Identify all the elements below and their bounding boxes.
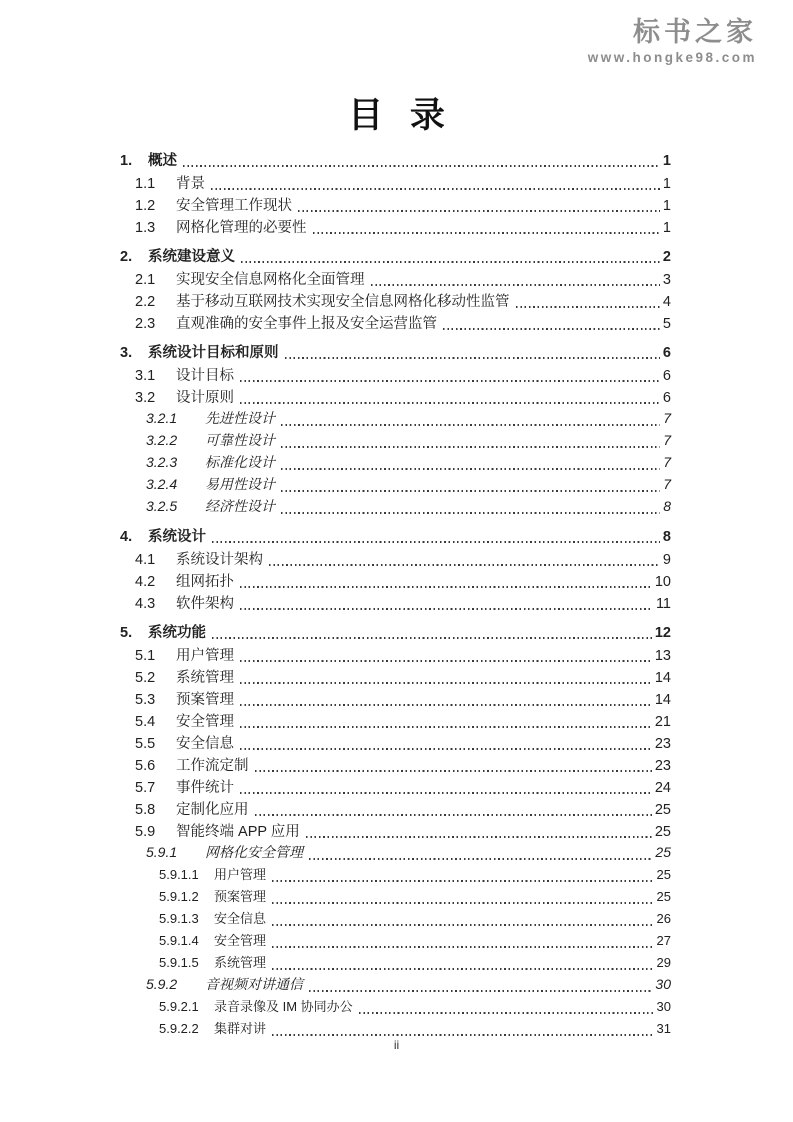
dotted-leader: [272, 1034, 654, 1036]
toc-entry-label: 基于移动互联网技术实现安全信息网格化移动性监管: [176, 294, 510, 310]
toc-entry-page: 10: [654, 574, 671, 590]
toc-entry-page: 25: [654, 802, 671, 818]
dotted-leader: [240, 380, 660, 382]
toc-entry: [120, 1018, 671, 1040]
toc-entry: [120, 930, 671, 952]
dotted-leader: [516, 306, 660, 308]
toc-entry-number: 4.: [120, 529, 133, 545]
toc-entry-page: 4: [662, 294, 671, 310]
toc-entry-page: 14: [654, 670, 671, 686]
toc-entry: [120, 216, 671, 238]
toc-entry-label: 网格化管理的必要性: [176, 220, 307, 236]
toc-entry-label: 安全信息: [176, 736, 234, 752]
toc-entry-label: 标准化设计: [205, 454, 275, 470]
toc-entry-number: 5.4: [135, 714, 156, 730]
toc-entry-number: 5.8: [135, 802, 156, 818]
dotted-leader: [313, 232, 660, 234]
toc-entry-label: 软件架构: [176, 596, 234, 612]
toc-entry-page: 7: [663, 410, 671, 426]
toc-entry-page: 24: [654, 780, 671, 796]
toc-entry-label: 实现安全信息网格化全面管理: [176, 272, 365, 288]
dotted-leader: [298, 210, 660, 212]
toc-entry: [120, 798, 671, 820]
toc-entry-number: 1.: [120, 153, 133, 169]
dotted-leader: [309, 990, 652, 992]
toc-entry-number: 5.6: [135, 758, 156, 774]
toc-entry-number: 2.3: [135, 316, 156, 332]
toc-entry: [120, 268, 671, 290]
toc-entry-number: 5.9.2: [146, 976, 178, 992]
toc-entry: [120, 666, 671, 688]
toc-entry-label: 背景: [176, 176, 205, 192]
toc-entry-number: 2.: [120, 249, 133, 265]
toc-entry-label: 易用性设计: [205, 476, 275, 492]
toc-entry: [120, 842, 671, 864]
toc-entry-number: 4.3: [135, 596, 156, 612]
toc-entry-page: 26: [656, 911, 671, 926]
dotted-leader: [281, 512, 660, 514]
toc-entry-number: 5.9.1.5: [159, 955, 199, 970]
dotted-leader: [212, 637, 652, 639]
toc-entry: [120, 592, 671, 614]
toc-entry-number: 5.9.1: [146, 844, 178, 860]
toc-entry-label: 系统设计架构: [176, 552, 263, 568]
toc-entry-page: 30: [656, 999, 671, 1014]
toc-entry-page: 2: [662, 249, 671, 265]
toc-entry-page: 23: [654, 758, 671, 774]
toc-entry-label: 定制化应用: [176, 802, 249, 818]
toc-entry: [120, 776, 671, 798]
dotted-leader: [272, 924, 654, 926]
toc-entry-page: 14: [654, 692, 671, 708]
toc-entry-label: 概述: [148, 153, 177, 169]
toc-entry-label: 设计目标: [176, 368, 234, 384]
dotted-leader: [281, 468, 660, 470]
toc-entry-page: 3: [662, 272, 671, 288]
toc-entry: [120, 525, 671, 547]
dotted-leader: [306, 836, 652, 838]
toc-entry-label: 集群对讲: [214, 1021, 267, 1036]
dotted-leader: [240, 586, 652, 588]
toc-entry-page: 8: [662, 529, 671, 545]
toc-entry-label: 系统管理: [214, 955, 267, 970]
toc-entry-number: 1.2: [135, 198, 156, 214]
toc-entry-page: 23: [654, 736, 671, 752]
dotted-leader: [371, 284, 660, 286]
toc-entry: [120, 386, 671, 408]
dotted-leader: [240, 402, 660, 404]
toc-entry-page: 7: [663, 476, 671, 492]
toc-entry-label: 安全管理: [176, 714, 234, 730]
toc-title: 目 录: [348, 96, 445, 135]
toc-entry-page: 1: [662, 220, 671, 236]
toc-entry-label: 安全管理: [214, 933, 267, 948]
toc-entry-label: 系统管理: [176, 670, 234, 686]
toc-entry-number: 5.1: [135, 648, 156, 664]
toc-entry: [120, 172, 671, 194]
toc-entry-number: 5.5: [135, 736, 156, 752]
toc-entry: [120, 908, 671, 930]
toc-entry-label: 经济性设计: [205, 498, 275, 514]
toc-entry-label: 系统设计目标和原则: [148, 345, 279, 361]
toc-entry: [120, 621, 671, 643]
toc-entry: [120, 688, 671, 710]
toc-entry-label: 事件统计: [176, 780, 234, 796]
dotted-leader: [309, 858, 652, 860]
dotted-leader: [240, 682, 652, 684]
dotted-leader: [269, 564, 660, 566]
toc-entry-page: 25: [656, 889, 671, 904]
toc-entry-page: 25: [654, 824, 671, 840]
dotted-leader: [240, 660, 652, 662]
watermark-brand-text: 标书之家: [633, 17, 757, 47]
toc-entry-page: 21: [654, 714, 671, 730]
toc-entry: [120, 974, 671, 996]
toc-entry: [120, 474, 671, 496]
toc-entry: [120, 408, 671, 430]
toc-entry-page: 1: [662, 176, 671, 192]
toc-entry-label: 安全管理工作现状: [176, 198, 292, 214]
toc-entry-label: 组网拓扑: [176, 574, 234, 590]
page-number-footer: ii: [393, 1038, 400, 1052]
toc-entry: [120, 548, 671, 570]
toc-entry-page: 25: [655, 844, 671, 860]
toc-entry-page: 27: [656, 933, 671, 948]
dotted-leader: [281, 446, 660, 448]
toc-entry-number: 5.2: [135, 670, 156, 686]
toc-entry-label: 预案管理: [176, 692, 234, 708]
toc-entry: [120, 149, 671, 171]
toc-entry: [120, 290, 671, 312]
toc-entry: [120, 864, 671, 886]
toc-entry: [120, 496, 671, 518]
toc-entry-number: 3.: [120, 345, 133, 361]
toc-entry-label: 网格化安全管理: [205, 844, 303, 860]
toc-entry-number: 3.2.1: [146, 410, 178, 426]
toc-entry-label: 音视频对讲通信: [205, 976, 303, 992]
toc-entry-label: 用户管理: [176, 648, 234, 664]
toc-entry-label: 系统功能: [148, 625, 206, 641]
dotted-leader: [255, 814, 652, 816]
dotted-leader: [359, 1012, 654, 1014]
dotted-leader: [240, 748, 652, 750]
dotted-leader: [443, 328, 660, 330]
dotted-leader: [240, 608, 653, 610]
dotted-leader: [255, 770, 652, 772]
dotted-leader: [272, 946, 654, 948]
dotted-leader: [240, 704, 652, 706]
toc-entry-page: 11: [655, 596, 671, 612]
toc-entry: [120, 452, 671, 474]
toc-entry-label: 用户管理: [214, 867, 267, 882]
dotted-leader: [272, 968, 654, 970]
toc-entry-page: 25: [656, 867, 671, 882]
toc-entry-label: 设计原则: [176, 390, 234, 406]
dotted-leader: [241, 261, 660, 263]
dotted-leader: [272, 880, 654, 882]
toc-entry-label: 系统建设意义: [148, 249, 235, 265]
toc-entry-number: 1.1: [135, 176, 156, 192]
toc-entry-page: 7: [663, 432, 671, 448]
toc-entry: [120, 820, 671, 842]
toc-entry-label: 预案管理: [214, 889, 267, 904]
toc-entry-number: 2.2: [135, 294, 156, 310]
toc-entry-number: 2.1: [135, 272, 156, 288]
toc-entry-number: 5.: [120, 625, 133, 641]
toc-entry-number: 3.2.5: [146, 498, 178, 514]
dotted-leader: [281, 424, 660, 426]
toc-entry-page: 1: [662, 153, 671, 169]
toc-entry: [120, 886, 671, 908]
toc-entry-label: 录音录像及 IM 协同办公: [214, 999, 353, 1014]
dotted-leader: [212, 541, 660, 543]
toc-entry: [120, 732, 671, 754]
dotted-leader: [240, 792, 652, 794]
toc-entry-page: 6: [662, 390, 671, 406]
toc-entry-number: 5.9.1.2: [159, 889, 199, 904]
dotted-leader: [281, 490, 660, 492]
toc-entry-number: 3.2.4: [146, 476, 178, 492]
toc-entry-label: 系统设计: [148, 529, 206, 545]
toc-entry-number: 3.2.2: [146, 432, 178, 448]
toc-entry-label: 先进性设计: [205, 410, 275, 426]
toc-entry-label: 直观准确的安全事件上报及安全运营监管: [176, 316, 437, 332]
toc-entry-page: 9: [662, 552, 671, 568]
toc-entry: [120, 245, 671, 267]
toc-entry-number: 5.3: [135, 692, 156, 708]
toc-entry-label: 工作流定制: [176, 758, 249, 774]
toc-entry-page: 31: [656, 1021, 671, 1036]
toc-entry: [120, 430, 671, 452]
dotted-leader: [211, 188, 660, 190]
toc-entry-page: 1: [662, 198, 671, 214]
dotted-leader: [272, 902, 654, 904]
toc-entry-number: 1.3: [135, 220, 156, 236]
toc-entry-page: 12: [654, 625, 671, 641]
toc-entry-page: 6: [662, 368, 671, 384]
toc-entry: [120, 710, 671, 732]
toc-entry-page: 13: [654, 648, 671, 664]
toc-entry-number: 3.1: [135, 368, 156, 384]
toc-entry-label: 安全信息: [214, 911, 267, 926]
toc-entry: [120, 754, 671, 776]
toc-entry-number: 5.9.1.4: [159, 933, 199, 948]
toc-entry-number: 5.9: [135, 824, 156, 840]
toc-entry-number: 5.9.2.1: [159, 999, 199, 1014]
toc-entry-page: 29: [656, 955, 671, 970]
toc-entry-page: 8: [663, 498, 671, 514]
toc-entry-number: 5.9.1.3: [159, 911, 199, 926]
toc-entry: [120, 952, 671, 974]
toc-entry-page: 6: [662, 345, 671, 361]
toc-entry: [120, 312, 671, 334]
toc-entry-number: 5.9.1.1: [159, 867, 199, 882]
dotted-leader: [285, 357, 660, 359]
toc-entry-page: 30: [655, 976, 671, 992]
watermark-url: www.hongke98.com: [587, 49, 757, 65]
brand-watermark: [588, 18, 757, 66]
toc-entry-page: 5: [662, 316, 671, 332]
toc-entry: [120, 644, 671, 666]
toc-entry-number: 3.2: [135, 390, 156, 406]
toc-entry-label: 可靠性设计: [205, 432, 275, 448]
toc-entry: [120, 996, 671, 1018]
toc-entry: [120, 364, 671, 386]
toc-entry: [120, 194, 671, 216]
toc-entry: [120, 570, 671, 592]
toc-entry-number: 4.1: [135, 552, 156, 568]
toc-entry-number: 3.2.3: [146, 454, 178, 470]
dotted-leader: [183, 165, 660, 167]
toc-entry-number: 5.7: [135, 780, 156, 796]
toc-entry: [120, 341, 671, 363]
toc-entry-number: 5.9.2.2: [159, 1021, 199, 1036]
toc-entry-label: 智能终端 APP 应用: [176, 824, 300, 840]
toc-list: [120, 149, 671, 1040]
toc-entry-number: 4.2: [135, 574, 156, 590]
dotted-leader: [240, 726, 652, 728]
toc-entry-page: 7: [663, 454, 671, 470]
